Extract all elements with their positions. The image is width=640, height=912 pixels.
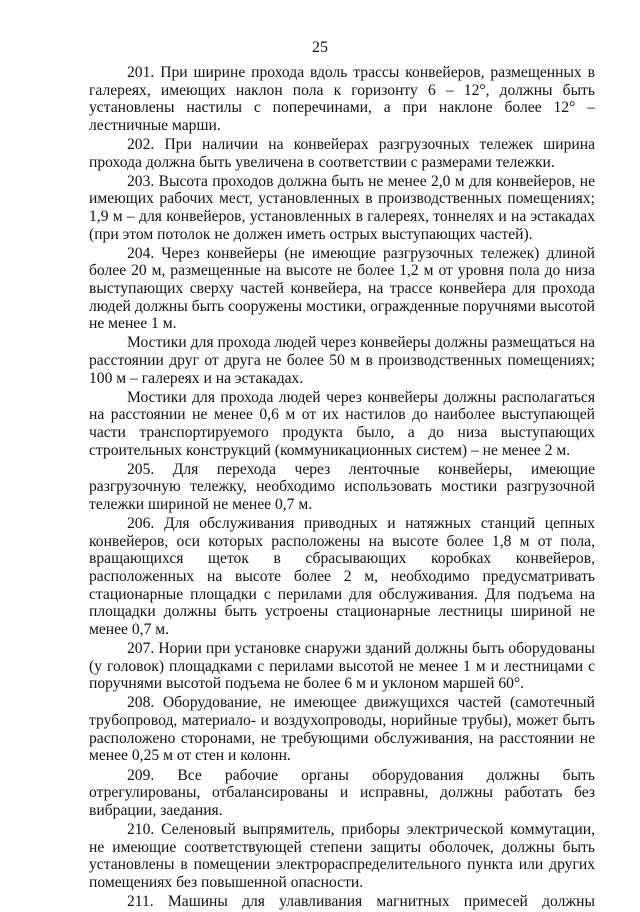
page-number: 25 xyxy=(312,39,328,56)
paragraph-201: 201. При ширине прохода вдоль трассы конвейеров, размещенных в галереях, имеющих наклон пола к горизонту 6 – 12°, должны быть установлены настилы с поперечинами, а при наклоне более 12° – лестничные марши. xyxy=(89,64,595,134)
paragraph-207: 207. Нории при установке снаружи зданий должны быть оборудованы (у головок) площадками с перилами высотой не менее 1 м и лестницами с поручнями высотой подъема не более 6 м и уклоном маршей 60°. xyxy=(89,640,595,693)
paragraph-206: 206. Для обслуживания приводных и натяжных станций цепных конвейеров, оси которых расположены на высоте более 1,8 м от пола, вращающихся щеток в сбрасывающих коробках конвейеров, расположенных на высоте более 2 м, необходимо предусматривать стационарные площадки с перилами для обслуживания. Для подъема на площадки должны быть устроены стационарные лестницы шириной не менее 0,7 м. xyxy=(89,515,595,639)
paragraph-204: 204. Через конвейеры (не имеющие разгрузочных тележек) длиной более 20 м, размещенные на высоте не более 1,2 м от уровня пола до низа выступающих сверху частей конвейера, на трассе конвейера для прохода людей должны быть сооружены мостики, огражденные поручнями высотой не менее 1 м. xyxy=(89,244,595,333)
paragraph-204-bridge-spacing: Мостики для прохода людей через конвейеры должны размещаться на расстоянии друг от друга не более 50 м в производственных помещениях; 100 м – галереях и на эстакадах. xyxy=(89,334,595,387)
paragraph-208: 208. Оборудование, не имеющее движущихся частей (самотечный трубопровод, материало- и воздухопроводы, норийные трубы), может быть расположено сторонами, не требующими обслуживания, на расстоянии не менее 0,25 м от стен и колонн. xyxy=(89,694,595,765)
paragraph-202: 202. При наличии на конвейерах разгрузочных тележек ширина прохода должна быть увеличена в соответствии с размерами тележки. xyxy=(89,136,595,171)
paragraph-205: 205. Для перехода через ленточные конвейеры, имеющие разгрузочную тележку, необходимо использовать мостики разгрузочной тележки шириной не менее 0,7 м. xyxy=(89,460,595,514)
paragraph-204-bridge-clearance: Мостики для прохода людей через конвейеры должны располагаться на расстоянии не менее 0,6 м от их настилов до наиболее выступающей части транспортируемого продукта было, а до низа выступающих строительных конструкций (коммуникационных систем) – не менее 2 м. xyxy=(89,388,595,459)
paragraph-209: 209. Все рабочие органы оборудования должны быть отрегулированы, отбалансированы и исправны, должны работать без вибрации, заедания. xyxy=(89,766,595,819)
paragraph-211: 211. Машины для улавливания магнитных примесей должны xyxy=(127,892,595,910)
document-body xyxy=(89,64,595,912)
paragraph-210: 210. Селеновый выпрямитель, приборы электрической коммутации, не имеющие соответствующей степени защиты оболочек, должны быть установлены в помещении электрораспределительного пункта или других помещениях без повышенной опасности. xyxy=(89,820,595,891)
paragraph-203: 203. Высота проходов должна быть не менее 2,0 м для конвейеров, не имеющих рабочих мест, установленных в производственных помещениях; 1,9 м – для конвейеров, установленных в галереях, тоннелях и на эстакадах (при этом потолок не должен иметь острых выступающих частей). xyxy=(89,172,595,243)
